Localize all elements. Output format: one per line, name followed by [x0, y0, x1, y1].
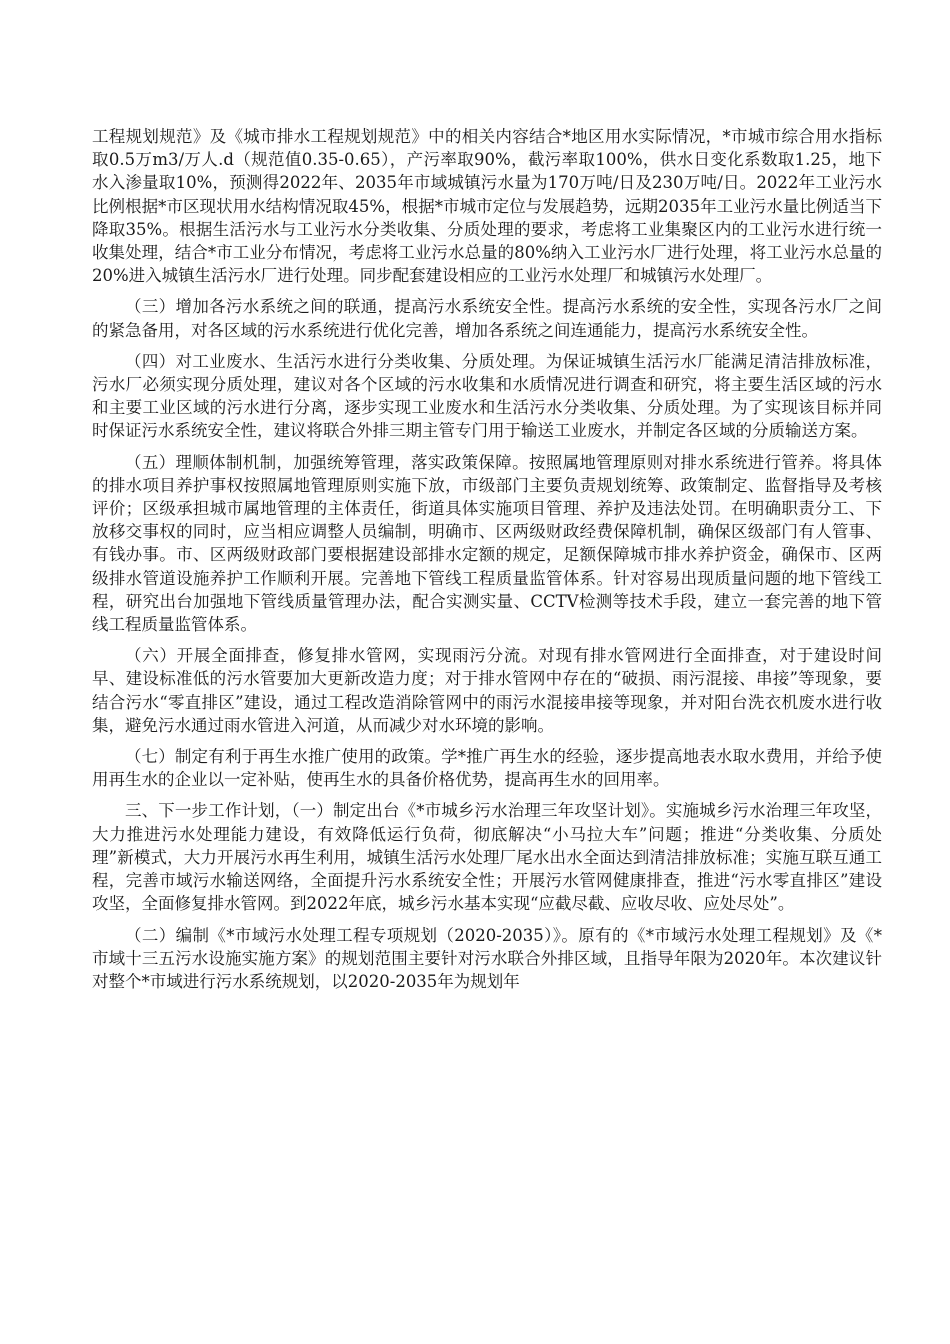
paragraph-item-3: （三）增加各污水系统之间的联通，提高污水系统安全性。提高污水系统的安全性，实现各污水厂之间的紧急备用，对各区域的污水系统进行优化完善，增加各系统之间连通能力，提高污水系统安全性。 [92, 297, 882, 340]
document-page [92, 125, 882, 1001]
paragraph-item-4: （四）对工业废水、生活污水进行分类收集、分质处理。为保证城镇生活污水厂能满足清洁排放标准，污水厂必须实现分质处理，建议对各个区域的污水收集和水质情况进行调查和研究，将主要生活区域的污水和主要工业区域的污水进行分离，逐步实现工业废水和生活污水分类收集、分质处理。为了实现该目标并同时保证污水系统安全性，建议将联合外排三期主管专门用于输送工业废水，并制定各区域的分质输送方案。 [92, 351, 882, 441]
paragraph-next-steps: 三、下一步工作计划，（一）制定出台《*市城乡污水治理三年攻坚计划》。实施城乡污水治理三年攻坚，大力推进污水处理能力建设，有效降低运行负荷，彻底解决“小马拉大车”问题；推进“分类收集、分质处理”新模式，大力开展污水再生利用，城镇生活污水处理厂尾水出水全面达到清洁排放标准；实施互联互通工程，完善市域污水输送网络，全面提升污水系统安全性；开展污水管网健康排查，推进“污水零直排区”建设攻坚，全面修复排水管网。到2022年底，城乡污水基本实现“应截尽截、应收尽收、应处尽处”。 [92, 801, 882, 914]
paragraph-item-5: （五）理顺体制机制，加强统筹管理，落实政策保障。按照属地管理原则对排水系统进行管养。将具体的排水项目养护事权按照属地管理原则实施下放，市级部门主要负责规划统筹、政策制定、监督指导及考核评价；区级承担城市属地管理的主体责任，街道具体实施项目管理、养护及违法处罚。在明确职责分工、下放移交事权的同时，应当相应调整人员编制，明确市、区两级财政经费保障机制，确保区级部门有人管事、有钱办事。市、区两级财政部门要根据建设部排水定额的规定，足额保障城市排水养护资金，确保市、区两级排水管道设施养护工作顺利开展。完善地下管线工程质量监管体系。针对容易出现质量问题的地下管线工程，研究出台加强地下管线质量管理办法，配合实测实量、CCTV检测等技术手段，建立一套完善的地下管线工程质量监管体系。 [92, 452, 882, 635]
paragraph-item-7: （七）制定有利于再生水推广使用的政策。学*推广再生水的经验，逐步提高地表水取水费用，并给予使用再生水的企业以一定补贴，使再生水的具备价格优势，提高再生水的回用率。 [92, 747, 882, 790]
paragraph-plan-compilation: （二）编制《*市域污水处理工程专项规划（2020-2035）》。原有的《*市域污水处理工程规划》及《*市域十三五污水设施实施方案》的规划范围主要针对污水联合外排区域，且指导年限为2020年。本次建议针对整个*市域进行污水系统规划，以2020-2035年为规划年 [92, 925, 882, 991]
paragraph-item-6: （六）开展全面排查，修复排水管网，实现雨污分流。对现有排水管网进行全面排查，对于建设时间早、建设标准低的污水管要加大更新改造力度；对于排水管网中存在的“破损、雨污混接、串接”等现象，要结合污水“零直排区”建设，通过工程改造消除管网中的雨污水混接串接等现象，并对阳台洗衣机废水进行收集，避免污水通过雨水管进入河道，从而减少对水环境的影响。 [92, 646, 882, 735]
paragraph-water-forecast: 工程规划规范》及《城市排水工程规划规范》中的相关内容结合*地区用水实际情况，*市城市综合用水指标取0.5万m3/万人.d（规范值0.35-0.65），产污率取90%，截污率取100%，供水日变化系数取1.25，地下水入渗量取10%，预测得2022年、2035年市域城镇污水量为170万吨/日及230万吨/日。2022年工业污水比例根据*市区现状用水结构情况取45%，根据*市城市定位与发展趋势，远期2035年工业污水量比例适当下降取35%。根据生活污水与工业污水分类收集、分质处理的要求，考虑将工业集聚区内的工业污水进行统一收集处理，结合*市工业分布情况，考虑将工业污水总量的80%纳入工业污水厂进行处理，将工业污水总量的20%进入城镇生活污水厂进行处理。同步配套建设相应的工业污水处理厂和城镇污水处理厂。 [92, 127, 882, 286]
